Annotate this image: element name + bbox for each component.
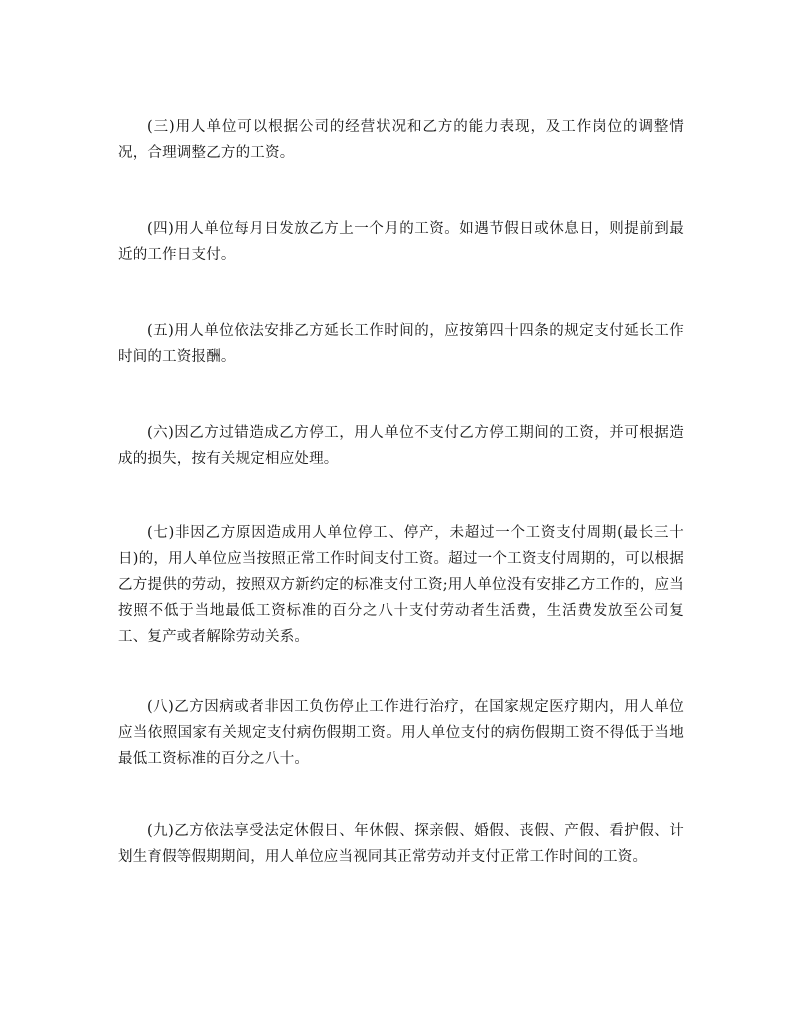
clause-4-paragraph: (四)用人单位每月日发放乙方上一个月的工资。如遇节假日或休息日，则提前到最近的工作日支付。: [118, 221, 684, 263]
clause-7-paragraph: (七)非因乙方原因造成用人单位停工、停产，未超过一个工资支付周期(最长三十日)的，用人单位应当按照正常工作时间支付工资。超过一个工资支付周期的，可以根据乙方提供的劳动，按照双方新约定的标准支付工资;用人单位没有安排乙方工作的，应当按照不低于当地最低工资标准的百分之八十支付劳动者生活费，生活费发放至公司复工、复产或者解除劳动关系。: [118, 525, 684, 645]
clause-5-paragraph: (五)用人单位依法安排乙方延长工作时间的，应按第四十四条的规定支付延长工作时间的工资报酬。: [118, 323, 684, 365]
clause-9-paragraph: (九)乙方依法享受法定休假日、年休假、探亲假、婚假、丧假、产假、看护假、计划生育假等假期期间，用人单位应当视同其正常劳动并支付正常工作时间的工资。: [118, 823, 684, 865]
clause-6-paragraph: (六)因乙方过错造成乙方停工，用人单位不支付乙方停工期间的工资，并可根据造成的损失，按有关规定相应处理。: [118, 425, 684, 467]
clause-3-paragraph: (三)用人单位可以根据公司的经营状况和乙方的能力表现，及工作岗位的调整情况，合理调整乙方的工资。: [118, 119, 684, 161]
clause-8-paragraph: (八)乙方因病或者非因工负伤停止工作进行治疗，在国家规定医疗期内，用人单位应当依照国家有关规定支付病伤假期工资。用人单位支付的病伤假期工资不得低于当地最低工资标准的百分之八十。: [118, 699, 684, 767]
